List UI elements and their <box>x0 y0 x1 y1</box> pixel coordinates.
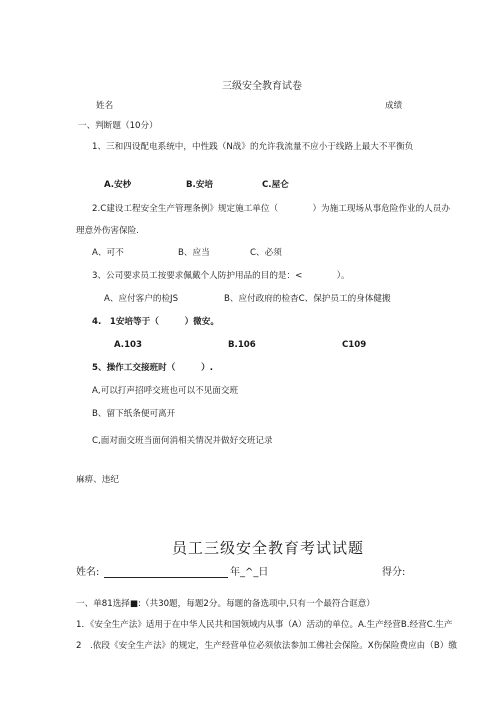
question-2-2: 2 .依段《安全生产法》的规定，生产经营单位必须依法参加工佛社会保险。X伤保险费应由（B）缴 <box>76 641 457 651</box>
q2-option-a: A、可不 <box>92 248 124 258</box>
q4-option-c: C109 <box>342 340 367 350</box>
name-label-2: 姓名: <box>76 567 100 578</box>
q5-option-b: B、留下纸条便可离开 <box>92 409 176 419</box>
trailing-text: 麻痹、违纪 <box>76 475 119 485</box>
question-1: 1、三和四设配电系统中，中性践（N战》的允许我流量不应小于线路上最大不平衡负 <box>92 142 414 152</box>
section-heading-2: 一、单81选择■:（共30题，每题2分。每题的备选项中,只有一个最符合诓意） <box>76 599 375 609</box>
section-heading: 一、判断题（10分） <box>78 121 158 131</box>
q4-option-a: A.103 <box>114 340 143 350</box>
exam-title: 三级安全教育试卷 <box>222 81 302 92</box>
question-5: 5、操作工交接班时（ ）. <box>92 363 213 373</box>
date-text: 年_^_日 <box>230 567 269 578</box>
name-label: 姓名 <box>96 101 114 111</box>
q1-option-b: B.安培 <box>186 180 214 190</box>
question-3: 3、公司要求员工按要求佩戴个人防护用品的目的是：< ）。 <box>92 271 350 281</box>
score-label-2: 得分: <box>382 567 406 578</box>
q5-option-a: A,可以打声招呼交班也可以不见面交班 <box>92 386 239 396</box>
question-2-1: 1．《安全生产法》适用于在中华人民共和国领域内从事（A）活动的单位。A.生产经营B.经营C.生产 <box>76 620 453 630</box>
q1-option-a: A.安杪 <box>104 180 132 190</box>
q2-option-c: C、必须 <box>250 248 282 258</box>
score-label: 成绩 <box>385 101 403 111</box>
name-blank-line <box>104 577 228 578</box>
q3-option-b: B、应付政府的检杳C、保护员工的身体健搬 <box>224 294 391 304</box>
question-2-line-2: 理意外伤害保险. <box>76 226 139 236</box>
question-2-line-1: 2.C建设工程安全生产管理条例》规定施工单位（ ）为施工现场从事危险作业的人员办 <box>92 204 450 214</box>
q2-option-b: B、应当 <box>178 248 210 258</box>
q1-option-c: C.屋仑 <box>262 180 289 190</box>
exam-title-2: 员工三级安全教育考试试题 <box>172 539 365 557</box>
q5-option-c: C,面对面交班当面何消相关情况并做好交班记录 <box>92 436 273 446</box>
q4-option-b: B.106 <box>228 340 256 350</box>
q3-option-a: A、应付客户的检JS <box>104 294 179 304</box>
question-4: 4. 1安培等于（ ）微安。 <box>92 317 219 327</box>
